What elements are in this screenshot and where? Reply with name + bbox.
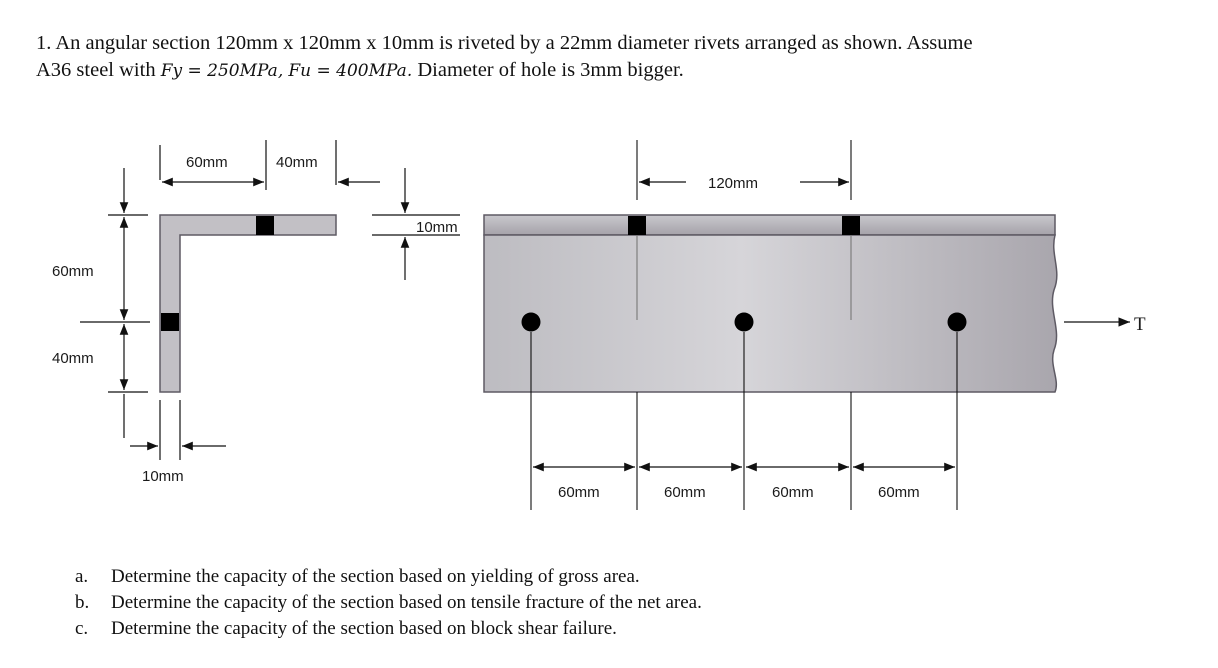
dim-side-40mm: 40mm — [52, 350, 94, 367]
question-marker: a. — [75, 566, 89, 587]
question-c — [75, 616, 1175, 642]
question-marker: c. — [75, 618, 89, 639]
dim-top-40mm: 40mm — [276, 154, 318, 171]
angle-cross-section — [160, 215, 336, 392]
section-thickness-bottom — [130, 400, 226, 460]
problem-line-2-suffix: Diameter of hole is 3mm bigger. — [412, 59, 684, 81]
dim-thickness-side: 10mm — [416, 219, 458, 236]
rivet-horizontal-leg — [256, 216, 274, 235]
fu-expression: Fu = 400MPa. — [288, 61, 413, 81]
angle-leg-plate — [484, 235, 1057, 392]
rivet-vertical-leg — [161, 313, 179, 331]
dim-thickness-bottom: 10mm — [142, 468, 184, 485]
angle-flange — [484, 215, 1055, 235]
dim-bottom-spacing-3: 60mm — [772, 484, 814, 501]
question-list — [75, 564, 1175, 642]
question-text: Determine the capacity of the section based on block shear failure. — [111, 618, 617, 639]
dim-bottom-spacing-4: 60mm — [878, 484, 920, 501]
angle-elevation — [484, 215, 1057, 392]
question-b — [75, 590, 1175, 616]
rivet-flange-1 — [628, 216, 646, 235]
dim-top-60mm: 60mm — [186, 154, 228, 171]
question-text: Determine the capacity of the section based on yielding of gross area. — [111, 566, 640, 587]
question-a — [75, 564, 1175, 590]
dim-side-60mm: 60mm — [52, 263, 94, 280]
problem-line-1: 1. An angular section 120mm x 120mm x 10mm is riveted by a 22mm diameter rivets arranged as shown. Assume — [36, 32, 973, 54]
problem-line-2-prefix: A36 steel with — [36, 59, 161, 81]
question-marker: b. — [75, 592, 90, 613]
angle-shape — [160, 215, 336, 392]
rivet-flange-2 — [842, 216, 860, 235]
rivet-hole-3 — [948, 313, 967, 332]
dim-rivet-spacing-top: 120mm — [708, 175, 759, 192]
tension-label: T — [1134, 314, 1146, 335]
fy-expression: Fy = 250MPa, — [160, 61, 284, 81]
rivet-hole-2 — [735, 313, 754, 332]
section-side-dimensions — [80, 168, 150, 438]
question-text: Determine the capacity of the section based on tensile fracture of the net area. — [111, 592, 702, 613]
dim-bottom-spacing-2: 60mm — [664, 484, 706, 501]
dim-bottom-spacing-1: 60mm — [558, 484, 600, 501]
rivet-hole-1 — [522, 313, 541, 332]
